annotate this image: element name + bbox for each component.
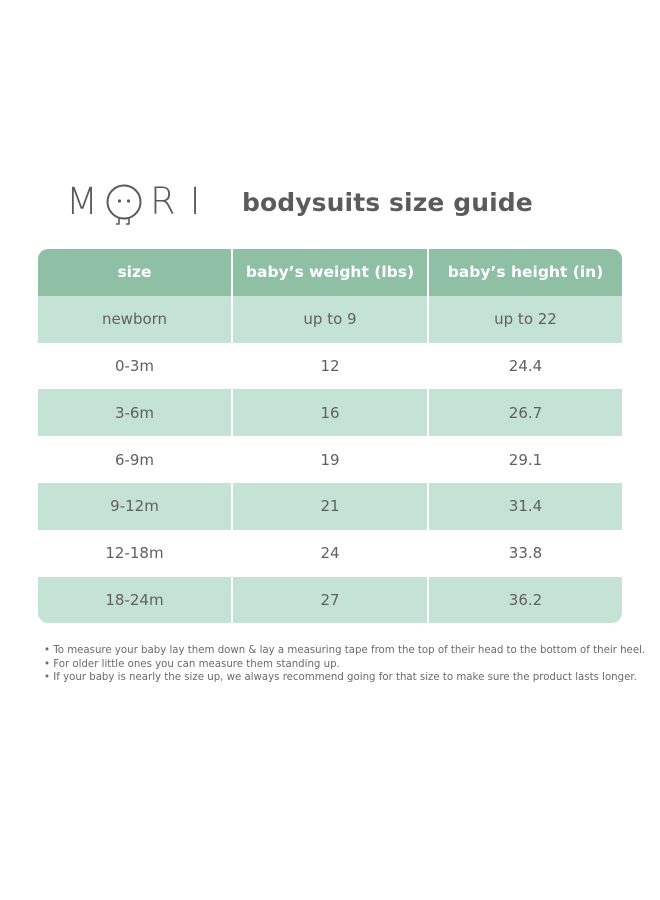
header-size: size [38, 249, 231, 296]
cell-size: 9-12m [38, 483, 231, 530]
cell-weight: 19 [233, 436, 427, 483]
note-size-up: • If your baby is nearly the size up, we always recommend going for that size to make sure the product lasts longer. [44, 672, 637, 683]
cell-size: 0-3m [38, 343, 231, 390]
table-row [38, 483, 622, 530]
table-row [38, 436, 622, 483]
cell-height: 31.4 [429, 483, 622, 530]
cell-weight: up to 9 [233, 296, 427, 343]
header-weight: baby’s weight (lbs) [233, 249, 427, 296]
header-height: baby’s height (in) [429, 249, 622, 296]
logo-face-icon [104, 182, 144, 228]
brand-logo [66, 182, 215, 222]
table-row [38, 343, 622, 390]
cell-weight: 21 [233, 483, 427, 530]
cell-size: newborn [38, 296, 231, 343]
table-header-row [38, 249, 622, 296]
cell-size: 12-18m [38, 530, 231, 577]
measurement-notes [44, 644, 646, 685]
table-row [38, 389, 622, 436]
logo-letters-ri: RI [149, 180, 215, 223]
size-table [38, 249, 622, 623]
cell-weight: 24 [233, 530, 427, 577]
cell-height: up to 22 [429, 296, 622, 343]
cell-height: 36.2 [429, 577, 622, 624]
cell-height: 29.1 [429, 436, 622, 483]
note-measure-lying: • To measure your baby lay them down & lay a measuring tape from the top of their head to the bottom of their heel. [44, 645, 646, 656]
cell-weight: 16 [233, 389, 427, 436]
cell-height: 33.8 [429, 530, 622, 577]
table-row [38, 296, 622, 343]
note-measure-standing: • For older little ones you can measure them standing up. [44, 658, 340, 670]
cell-size: 18-24m [38, 577, 231, 624]
cell-height: 24.4 [429, 343, 622, 390]
table-row [38, 577, 622, 624]
cell-weight: 12 [233, 343, 427, 390]
header [0, 176, 660, 236]
table-row [38, 530, 622, 577]
cell-size: 6-9m [38, 436, 231, 483]
cell-size: 3-6m [38, 389, 231, 436]
cell-weight: 27 [233, 577, 427, 624]
cell-height: 26.7 [429, 389, 622, 436]
page-title: bodysuits size guide [242, 188, 533, 217]
logo-letter-m: M [66, 180, 98, 223]
